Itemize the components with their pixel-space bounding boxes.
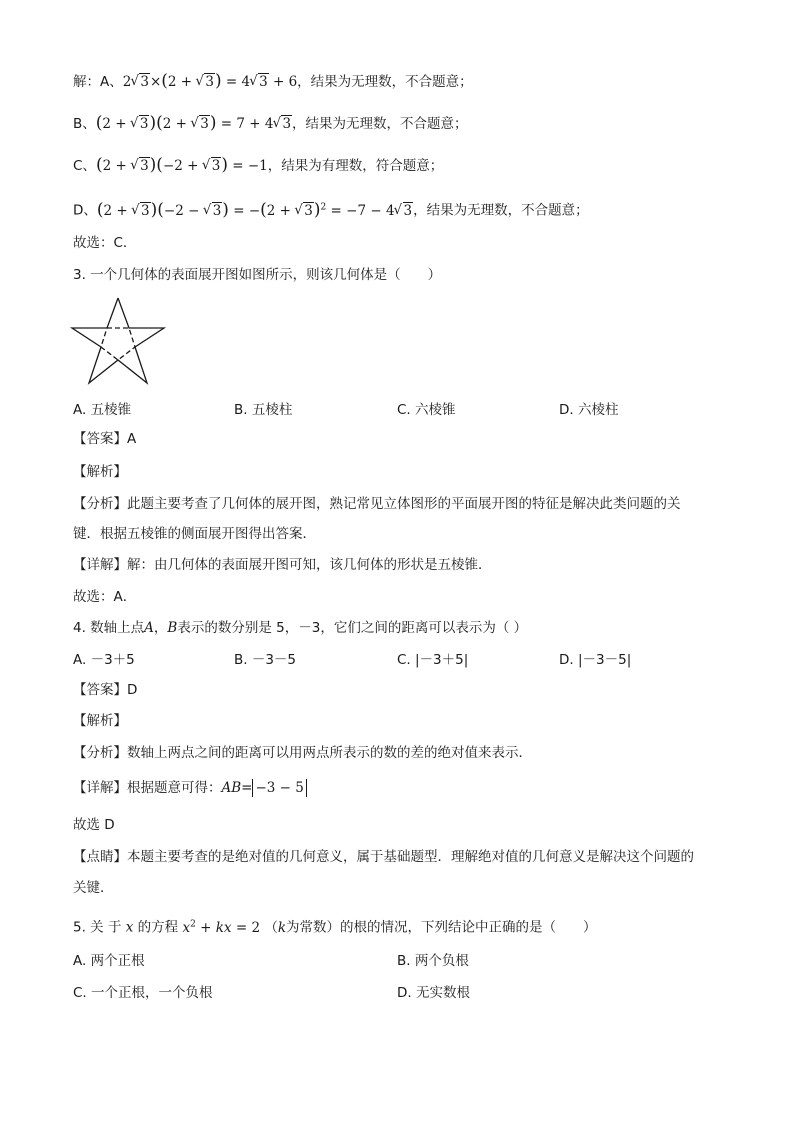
star-outline <box>72 298 164 383</box>
q4-option-b: B. －3－5 <box>234 652 297 668</box>
q5-option-c: C. 一个正根，一个负根 <box>73 985 213 1001</box>
inner-pentagon-dashed <box>101 328 135 360</box>
solution-conclusion: 故选：C． <box>73 235 137 251</box>
q3-option-b: B. 五棱柱 <box>234 402 293 418</box>
q3-fenxi-line-2: 键．根据五棱锥的侧面展开图得出答案． <box>73 526 316 542</box>
solution-line-a: 解：A、2√ 3×(2 + √ 3) = 4√ 3 + 6，结果为无理数，不合题意； <box>73 71 473 92</box>
solution-comment: ，结果为无理数，不合题意； <box>297 74 473 90</box>
q4-stem: 4. 数轴上点A，B表示的数分别是 5，－3，它们之间的距离可以表示为（ ） <box>73 620 528 636</box>
option-a-label: 解：A、 <box>73 74 123 90</box>
solution-line-d: D、(2 + √ 3)(−2 − √ 3) = −(2 + √ 3)$^2$ = −7 − 4√ 3，结果为无理数，不合题意； <box>73 197 589 221</box>
q4-option-a: A. －3＋5 <box>73 652 135 668</box>
q5-stem: 5. 关 于 x 的方程 $x^2$ + kx = 2 （k为常数）的根的情况，下列结论中正确的是（ ） <box>73 919 597 936</box>
pentagram-figure <box>70 296 170 388</box>
q4-dianjing-line-1: 【点睛】本题主要考查的是绝对值的几何意义，属于基础题型．理解绝对值的几何意义是解决这个问题的 <box>73 849 694 865</box>
q3-option-a: A. 五棱锥 <box>73 402 132 418</box>
q4-option-c: C. |－3＋5| <box>397 652 469 668</box>
solution-line-b: B、(2 + √ 3)(2 + √ 3) = 7 + 4√ 3，结果为无理数，不合题意； <box>73 113 468 134</box>
q3-analysis-heading: 【解析】 <box>73 464 127 480</box>
q4-detail: 【详解】根据题意可得：AB= −3 − 5 <box>73 778 307 798</box>
q4-conclusion: 故选 D <box>73 817 115 833</box>
q5-option-d: D. 无实数根 <box>397 985 470 1001</box>
q4-answer: 【答案】D <box>73 682 138 698</box>
q4-fenxi: 【分析】数轴上两点之间的距离可以用两点所表示的数的差的绝对值来表示． <box>73 745 532 761</box>
q4-option-d: D. |－3－5| <box>559 652 632 668</box>
q5-option-b: B. 两个负根 <box>397 953 469 969</box>
q5-option-a: A. 两个正根 <box>73 953 145 969</box>
q3-option-d: D. 六棱柱 <box>559 402 619 418</box>
absolute-value-expression: −3 − 5 <box>252 779 306 797</box>
q4-analysis-heading: 【解析】 <box>73 713 127 729</box>
q3-conclusion: 故选：A． <box>73 589 137 605</box>
solution-line-c: C、(2 + √ 3)(−2 + √ 3) = −1，结果为有理数，符合题意； <box>73 155 443 176</box>
q3-option-c: C. 六棱锥 <box>397 402 456 418</box>
q3-answer: 【答案】A <box>73 431 137 447</box>
q3-detail: 【详解】解：由几何体的表面展开图可知，该几何体的形状是五棱锥． <box>73 557 492 573</box>
q3-fenxi-line-1: 【分析】此题主要考查了几何体的展开图，熟记常见立体图形的平面展开图的特征是解决此类问题的关 <box>73 496 681 512</box>
q3-stem: 3. 一个几何体的表面展开图如图所示，则该几何体是（ ） <box>73 267 442 283</box>
q4-dianjing-line-2: 关键． <box>73 880 114 896</box>
